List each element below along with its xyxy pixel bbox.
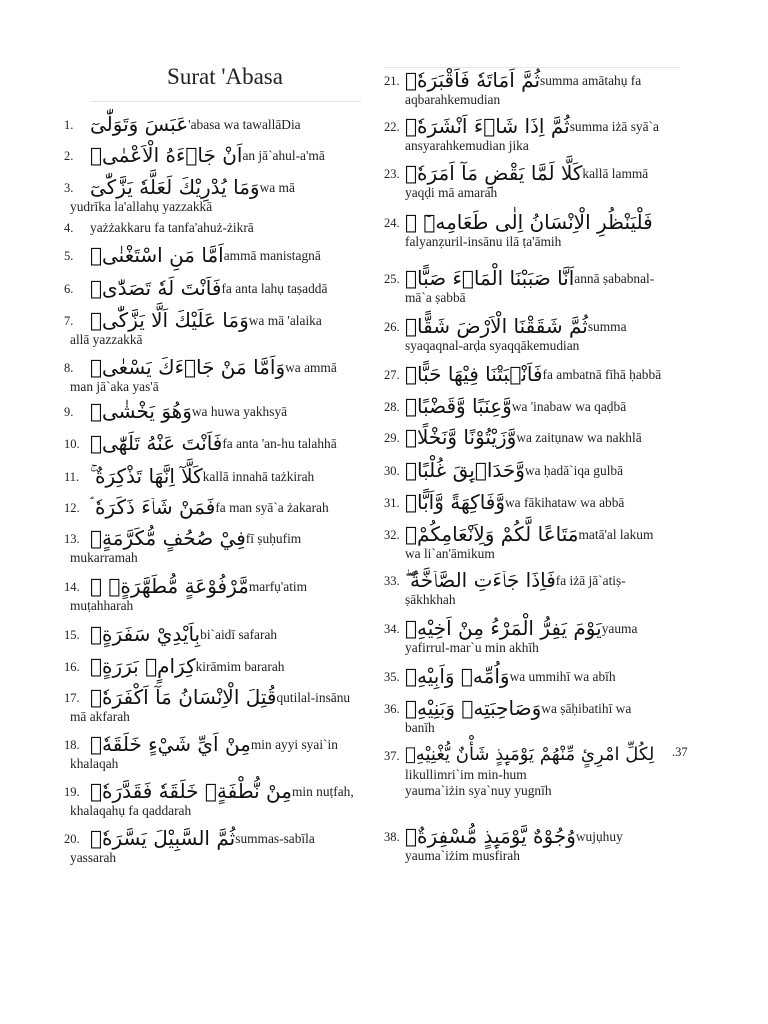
- arabic-text: اَمَّا مَنِ اسْتَغْنٰىۙ: [90, 243, 224, 267]
- arabic-text: كِرَامٍۢ بَرَرَةٍۗ: [90, 654, 196, 678]
- verse-number: 32.: [384, 528, 400, 542]
- arabic-text: اَنَّا صَبَبْنَا الْمَاۤءَ صَبًّاۙ: [405, 266, 575, 290]
- arabic-text: بِاَيْدِيْ سَفَرَةٍۙ: [90, 622, 201, 646]
- transliteration-continued: yafirrul-mar`u min akhīh: [405, 640, 539, 655]
- transliteration-continued: yaqḍi mā amarah: [405, 185, 498, 200]
- transliteration: yażżakkaru fa tanfa'ahuż-żikrā: [90, 220, 254, 235]
- arabic-text: مِنْ اَيِّ شَيْءٍ خَلَقَهٗۗ: [90, 732, 251, 756]
- arabic-text: عَبَسَ وَتَوَلّٰىٓ: [90, 112, 189, 136]
- verse-21: [384, 68, 690, 114]
- verse-29: [384, 425, 690, 458]
- transliteration: summas-sabīla: [235, 831, 315, 846]
- transliteration: fa anta lahụ taṣaddā: [221, 281, 328, 296]
- transliteration: wa fākihataw wa abbā: [505, 495, 625, 510]
- verse-26: [384, 314, 690, 362]
- transliteration: wa zaitụnaw wa nakhlā: [516, 430, 642, 445]
- verse-25: [384, 266, 690, 314]
- verse-number: 38.: [384, 830, 400, 844]
- transliteration: kallā lammā: [582, 166, 649, 181]
- verse-33: [384, 568, 690, 616]
- verse-36: [384, 696, 690, 743]
- transliteration: wa huwa yakhsyā: [191, 404, 288, 419]
- arabic-text: يَوْمَ يَفِرُّ الْمَرْءُ مِنْ اَخِيْهِۙ: [405, 616, 602, 640]
- verse-number: 30.: [384, 464, 400, 478]
- verse-number: 35.: [384, 670, 400, 684]
- transliteration-continued: yauma`iżim musfirah: [405, 848, 520, 863]
- transliteration-continued: aqbarahkemudian: [405, 92, 501, 107]
- transliteration-continued: khalaqahụ fa qaddarah: [70, 803, 192, 818]
- arabic-text: فَاِذَا جَاۤءَتِ الصَّاۤخَّةُ ۖ: [405, 568, 556, 592]
- arabic-text: ثُمَّ اَمَاتَهٗ فَاَقْبَرَهٗۙ: [405, 68, 541, 92]
- verse-number: 36.: [384, 702, 400, 716]
- verse-30: [384, 458, 690, 490]
- arabic-text: ثُمَّ شَقَقْنَا الْاَرْضَ شَقًّاۙ: [405, 314, 588, 338]
- arabic-text: وَمَا عَلَيْكَ اَلَّا يَزَّكّٰىۗ: [90, 308, 249, 332]
- verse-number: 19.: [64, 785, 80, 799]
- verse-number: 5.: [64, 249, 74, 263]
- verse-27: [384, 362, 690, 394]
- arabic-text: وَّعِنَبًا وَّقَضْبًاۙ: [405, 394, 512, 418]
- arabic-text: فِيْ صُحُفٍ مُّكَرَّمَةٍۙ: [90, 526, 246, 550]
- verse-number: 3.: [64, 181, 74, 195]
- verse-24: [384, 210, 690, 266]
- transliteration-continued: falyanẓuril-insānu ilā ṭa'āmih: [405, 234, 562, 249]
- transliteration-continued: muṭahharah: [70, 598, 134, 613]
- verse-13: [64, 526, 374, 574]
- transliteration: kallā innahā tażkirah: [202, 469, 315, 484]
- verse-1: [64, 112, 374, 143]
- verse-4: [64, 220, 374, 243]
- verse-14: [64, 574, 374, 622]
- verse-number: 31.: [384, 496, 400, 510]
- arabic-text: وَّزَيْتُوْنًا وَّنَخْلًاۙ: [405, 425, 517, 449]
- verse-7: [64, 308, 374, 355]
- arabic-text: وَاَمَّا مَنْ جَاۤءَكَ يَسْعٰىۙ: [90, 355, 286, 379]
- transliteration: wa ṣāḥibatihī wa: [541, 701, 632, 716]
- transliteration: min ayyi syai`in: [250, 737, 338, 752]
- transliteration: wa ammā: [285, 360, 337, 375]
- transliteration: fa anta 'an-hu talahhā: [222, 436, 337, 451]
- verse-number: 9.: [64, 405, 74, 419]
- transliteration-continued: wa li`an'āmikum: [405, 546, 495, 561]
- transliteration: matā'al lakum: [578, 527, 654, 542]
- verse-18: [64, 732, 374, 779]
- arabic-text: ثُمَّ السَّبِيْلَ يَسَّرَهٗۙ: [90, 826, 236, 850]
- transliteration: fa ambatnā fīhā ḥabbā: [542, 367, 662, 382]
- verse-number: 14.: [64, 580, 80, 594]
- verse-number: 33.: [384, 574, 400, 588]
- arabic-text: وَمَا يُدْرِيْكَ لَعَلَّهٗ يَزَّكّٰىٓ: [90, 175, 260, 199]
- arabic-text: فَاَنْۢبَتْنَا فِيْهَا حَبًّاۙ: [405, 362, 543, 386]
- arabic-text: لِكُلِّ امْرِئٍ مِّنْهُمْ يَوْمَىِٕذٍ شَأْنٌ يُّغْنِيْهِۗ: [405, 744, 655, 765]
- verse-34: [384, 616, 690, 664]
- verse-number: 12.: [64, 501, 80, 515]
- verse-number: 8.: [64, 361, 74, 375]
- verse-5: [64, 243, 374, 276]
- verse-number: 37.: [384, 749, 400, 763]
- verse-23: [384, 161, 690, 210]
- verse-number: 11.: [64, 470, 80, 484]
- arabic-text: فَلْيَنْظُرِ الْاِنْسَانُ اِلٰى طَعَامِهٖٓ ۙ: [405, 210, 653, 234]
- verse-number: 34.: [384, 622, 400, 636]
- transliteration-continued: yauma`iżin sya`nuy yugnīh: [405, 783, 552, 798]
- transliteration: fī ṣuḥufim: [245, 531, 302, 546]
- verse-9: [64, 399, 374, 431]
- transliteration: summa amātahụ fa: [540, 73, 642, 88]
- verse-number: 29.: [384, 431, 400, 445]
- arabic-text: اَنْ جَاۤءَهُ الْاَعْمٰىۗ: [90, 143, 243, 167]
- verse-3: [64, 175, 374, 220]
- transliteration: yauma: [601, 621, 638, 636]
- verse-number: 10.: [64, 437, 80, 451]
- arabic-text: فَمَنْ شَاۤءَ ذَكَرَهٗ ۘ: [90, 495, 216, 519]
- verse-15: [64, 622, 374, 654]
- verse-number: 23.: [384, 167, 400, 181]
- transliteration-continued: banīh: [405, 720, 435, 735]
- transliteration: likullimri`im min-hum: [405, 767, 527, 782]
- verse-number: 24.: [384, 216, 400, 230]
- transliteration: wa mā: [259, 180, 295, 195]
- verse-10: [64, 431, 374, 464]
- arabic-text: وَصَاحِبَتِهٖ وَبَنِيْهِۗ: [405, 696, 542, 720]
- transliteration: kirāmim bararah: [195, 659, 285, 674]
- verse-11: [64, 464, 374, 495]
- verse-8: [64, 355, 374, 399]
- transliteration: fa man syā`a żakarah: [215, 500, 329, 515]
- transliteration-continued: yudrīka la'allahụ yazzakkā: [70, 199, 213, 214]
- transliteration: wa mā 'alaika: [248, 313, 322, 328]
- verse-12: [64, 495, 374, 526]
- verse-number: 16.: [64, 660, 80, 674]
- transliteration-continued: allā yazzakkā: [70, 332, 143, 347]
- arabic-text: مَّرْفُوْعَةٍ مُّطَهَّرَةٍۢ ۙ: [90, 574, 249, 598]
- transliteration-continued: ṣākhkhah: [405, 592, 456, 607]
- verse-number: 27.: [384, 368, 400, 382]
- transliteration-continued: syaqaqnal-arḍa syaqqākemudian: [405, 338, 580, 353]
- left-column: [64, 112, 374, 873]
- arabic-text: كَلَّا لَمَّا يَقْضِ مَآ اَمَرَهٗۗ: [405, 161, 583, 185]
- verse-35: [384, 664, 690, 696]
- transliteration: summa iżā syā`a: [569, 119, 659, 134]
- arabic-text: فَاَنْتَ لَهٗ تَصَدّٰىۗ: [90, 276, 222, 300]
- verse-22: [384, 114, 690, 161]
- page-title: Surat 'Abasa: [167, 64, 283, 89]
- verse-20: [64, 826, 374, 873]
- verse-32: [384, 522, 690, 568]
- verse-37: [384, 743, 690, 824]
- verse-2: [64, 143, 374, 175]
- verse-number: 26.: [384, 320, 400, 334]
- transliteration: wa ummihī wa abīh: [509, 669, 616, 684]
- verse-number: 7.: [64, 314, 74, 328]
- transliteration: an jā`ahul-a'mā: [242, 148, 325, 163]
- arabic-text: مِنْ نُّطْفَةٍۗ خَلَقَهٗ فَقَدَّرَهٗۙ: [90, 779, 292, 803]
- transliteration: fa iżā jā`atiṣ-: [555, 573, 626, 588]
- verse-number: 22.: [384, 120, 400, 134]
- arabic-text: وَّحَدَاۤىِٕقَ غُلْبًاۙ: [405, 458, 525, 482]
- verse-number: 6.: [64, 282, 74, 296]
- arabic-text: وُجُوْهٌ يَّوْمَىِٕذٍ مُّسْفِرَةٌۙ: [405, 824, 576, 848]
- transliteration: min nuṭfah,: [291, 784, 354, 799]
- verse-number: 20.: [64, 832, 80, 846]
- verse-number: 2.: [64, 149, 74, 163]
- transliteration-continued: mā akfarah: [70, 709, 130, 724]
- verse-38: [384, 824, 690, 868]
- verse-number: 21.: [384, 74, 400, 88]
- transliteration: marfụ'atim: [248, 579, 308, 594]
- transliteration-continued: mukarramah: [70, 550, 138, 565]
- verse-number: 4.: [64, 221, 74, 235]
- arabic-text: وَّفَاكِهَةً وَّاَبًّاۙ: [405, 490, 506, 514]
- verse-28: [384, 394, 690, 425]
- verse-19: [64, 779, 374, 826]
- verse-number: 15.: [64, 628, 80, 642]
- arabic-text: قُتِلَ الْاِنْسَانُ مَآ اَكْفَرَهٗۗ: [90, 685, 277, 709]
- verse-number: 25.: [384, 272, 400, 286]
- verse-number: 1.: [64, 118, 74, 132]
- verse-number: 28.: [384, 400, 400, 414]
- verse-number: 17.: [64, 691, 80, 705]
- arabic-text: مَتَاعًا لَّكُمْ وَلِاَنْعَامِكُمْۗ: [405, 522, 579, 546]
- verse-6: [64, 276, 374, 308]
- transliteration-continued: yassarah: [70, 850, 117, 865]
- transliteration-continued: mā`a ṣabbā: [405, 290, 466, 305]
- transliteration: wujụhuy: [575, 829, 623, 844]
- verse-16: [64, 654, 374, 685]
- verse-number: 13.: [64, 532, 80, 546]
- verse-31: [384, 490, 690, 522]
- verse-number: 18.: [64, 738, 80, 752]
- transliteration: wa ḥadā`iqa gulbā: [524, 463, 624, 478]
- transliteration: wa 'inabaw wa qaḍbā: [511, 399, 627, 414]
- arabic-text: وَاُمِّهٖ وَاَبِيْهِۙ: [405, 664, 510, 688]
- transliteration-continued: man jā`aka yas'ā: [70, 379, 159, 394]
- verse-17: [64, 685, 374, 732]
- arabic-text: فَاَنْتَ عَنْهُ تَلَهّٰىۚ: [90, 431, 223, 455]
- transliteration: 'abasa wa tawallāDia: [188, 117, 301, 132]
- verse-number-right: .37: [672, 745, 688, 759]
- transliteration: qutilal-insānu: [276, 690, 351, 705]
- right-column: [384, 68, 690, 868]
- transliteration: annā ṣababnal-: [574, 271, 655, 286]
- arabic-text: كَلَّآ اِنَّهَا تَذْكِرَةٌ ۚ: [90, 464, 203, 488]
- transliteration: bi`aidī safarah: [200, 627, 278, 642]
- title-divider: [90, 101, 362, 102]
- transliteration-continued: ansyarahkemudian jika: [405, 138, 529, 153]
- transliteration-continued: khalaqah: [70, 756, 119, 771]
- transliteration: summa: [587, 319, 627, 334]
- arabic-text: ثُمَّ اِذَا شَاۤءَ اَنْشَرَهٗۗ: [405, 114, 570, 138]
- arabic-text: وَهُوَ يَخْشٰىۙ: [90, 399, 192, 423]
- transliteration: ammā manistagnā: [223, 248, 321, 263]
